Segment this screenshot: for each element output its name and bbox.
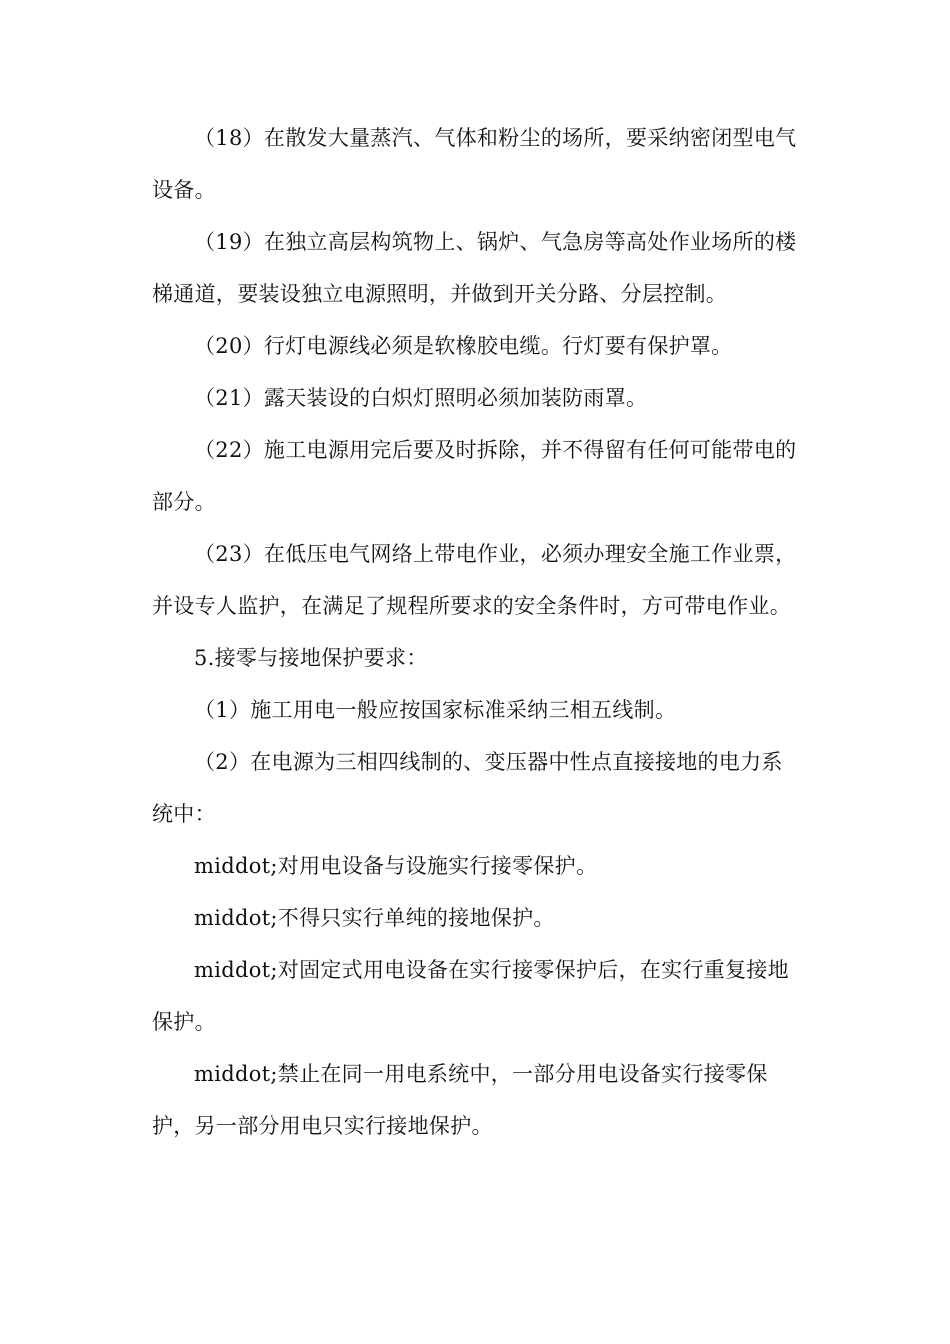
bullet-item-2: middot;不得只实行单纯的接地保护。 xyxy=(194,906,555,930)
paragraph-item-1: （1）施工用电一般应按国家标准采纳三相五线制。 xyxy=(194,698,677,722)
paragraph-item-2: （2）在电源为三相四线制的、变压器中性点直接接地的电力系统中： xyxy=(152,750,783,826)
bullet-item-4: middot;禁止在同一用电系统中，一部分用电设备实行接零保护，另一部分用电只实行接地保护。 xyxy=(152,1062,768,1138)
paragraph-item-19: （19）在独立高层构筑物上、锅炉、气急房等高处作业场所的楼梯通道，要装设独立电源照明，并做到开关分路、分层控制。 xyxy=(152,230,797,306)
paragraph-item-23: （23）在低压电气网络上带电作业，必须办理安全施工作业票，并设专人监护，在满足了规程所要求的安全条件时，方可带电作业。 xyxy=(152,542,797,618)
section-heading-grounding: 5.接零与接地保护要求： xyxy=(194,646,428,670)
bullet-item-1: middot;对用电设备与设施实行接零保护。 xyxy=(194,854,598,878)
paragraph-item-20: （20）行灯电源线必须是软橡胶电缆。行灯要有保护罩。 xyxy=(194,334,733,358)
paragraph-item-18: （18）在散发大量蒸汽、气体和粉尘的场所，要采纳密闭型电气设备。 xyxy=(152,126,797,202)
paragraph-item-22: （22）施工电源用完后要及时拆除，并不得留有任何可能带电的部分。 xyxy=(152,438,797,514)
bullet-item-3: middot;对固定式用电设备在实行接零保护后，在实行重复接地保护。 xyxy=(152,958,789,1034)
paragraph-item-21: （21）露天装设的白炽灯照明必须加装防雨罩。 xyxy=(194,386,648,410)
document-body xyxy=(152,112,800,1152)
